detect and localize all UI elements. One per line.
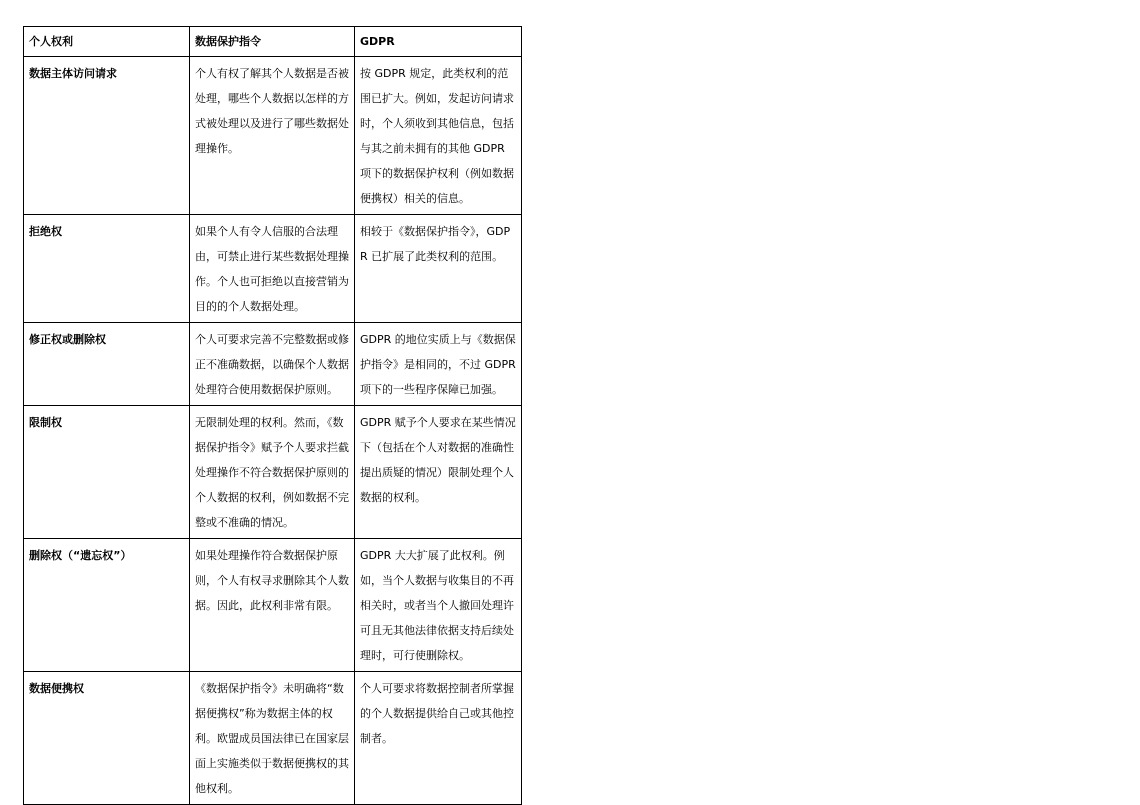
table-row (24, 215, 522, 323)
gdpr-cell: 个人可要求将数据控制者所掌握的个人数据提供给自己或其他控制者。 (355, 672, 522, 805)
directive-cell: 《数据保护指令》未明确将“数据便携权”称为数据主体的权利。欧盟成员国法律已在国家层面上实施类似于数据便携权的其他权利。 (190, 672, 355, 805)
right-name-cell: 修正权或删除权 (24, 323, 190, 406)
column-header-gdpr: GDPR (355, 27, 522, 57)
directive-cell: 个人有权了解其个人数据是否被处理，哪些个人数据以怎样的方式被处理以及进行了哪些数据处理操作。 (190, 57, 355, 215)
table-row (24, 406, 522, 539)
table-row (24, 57, 522, 215)
right-name-cell: 限制权 (24, 406, 190, 539)
directive-cell: 无限制处理的权利。然而，《数据保护指令》赋予个人要求拦截处理操作不符合数据保护原则的个人数据的权利，例如数据不完整或不准确的情况。 (190, 406, 355, 539)
directive-cell: 如果个人有令人信服的合法理由，可禁止进行某些数据处理操作。个人也可拒绝以直接营销为目的的个人数据处理。 (190, 215, 355, 323)
column-header-individual-rights: 个人权利 (24, 27, 190, 57)
gdpr-cell: GDPR 赋予个人要求在某些情况下（包括在个人对数据的准确性提出质疑的情况）限制处理个人数据的权利。 (355, 406, 522, 539)
column-header-data-protection-directive: 数据保护指令 (190, 27, 355, 57)
rights-comparison-table (23, 26, 522, 805)
gdpr-cell: GDPR 大大扩展了此权利。例如，当个人数据与收集目的不再相关时，或者当个人撤回处理许可且无其他法律依据支持后续处理时，可行使删除权。 (355, 539, 522, 672)
directive-cell: 个人可要求完善不完整数据或修正不准确数据，以确保个人数据处理符合使用数据保护原则。 (190, 323, 355, 406)
table-header-row (24, 27, 522, 57)
right-name-cell: 拒绝权 (24, 215, 190, 323)
gdpr-cell: 相较于《数据保护指令》，GDPR 已扩展了此类权利的范围。 (355, 215, 522, 323)
right-name-cell: 删除权（“遗忘权”） (24, 539, 190, 672)
right-name-cell: 数据便携权 (24, 672, 190, 805)
table-row (24, 672, 522, 805)
gdpr-cell: 按 GDPR 规定，此类权利的范围已扩大。例如，发起访问请求时，个人须收到其他信息，包括与其之前未拥有的其他 GDPR 项下的数据保护权利（例如数据便携权）相关的信息。 (355, 57, 522, 215)
right-name-cell: 数据主体访问请求 (24, 57, 190, 215)
directive-cell: 如果处理操作符合数据保护原则，个人有权寻求删除其个人数据。因此，此权利非常有限。 (190, 539, 355, 672)
table-row (24, 539, 522, 672)
table-row (24, 323, 522, 406)
gdpr-cell: GDPR 的地位实质上与《数据保护指令》是相同的，不过 GDPR 项下的一些程序保障已加强。 (355, 323, 522, 406)
